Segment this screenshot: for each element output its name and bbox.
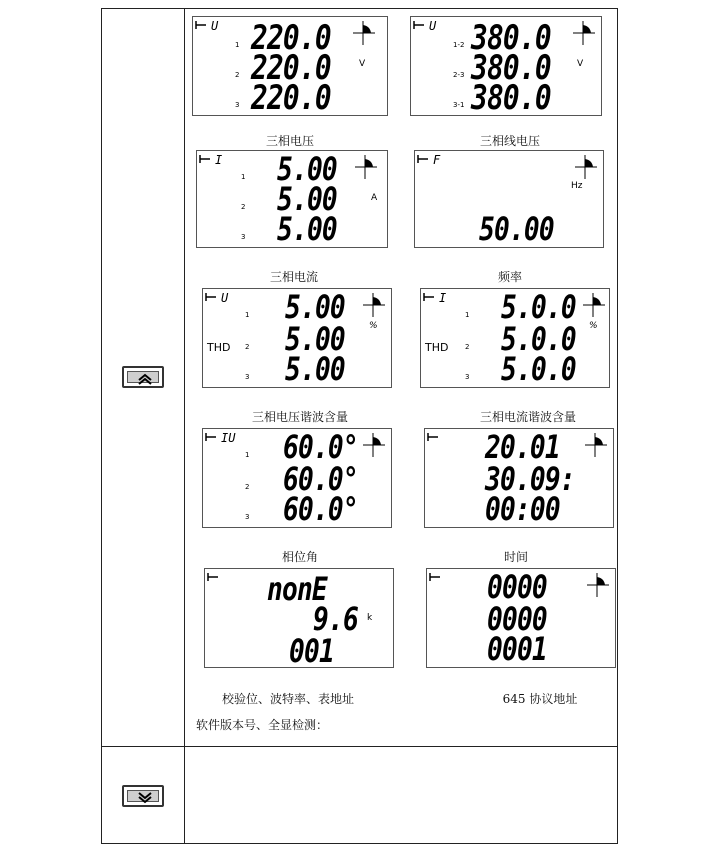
caption-time: 时间 xyxy=(503,550,528,564)
row-label: 3 xyxy=(245,373,250,381)
lcd-phase-angle xyxy=(202,428,392,528)
indicator: F xyxy=(433,153,441,167)
lcd-phase-current xyxy=(196,150,388,248)
footer-note: 软件版本号、全显检测： xyxy=(196,718,329,732)
quadrant-icon xyxy=(421,289,611,389)
caption-current-thd: 三相电流谐波含量 xyxy=(479,410,576,424)
baud-value: 9.6 xyxy=(313,600,358,638)
lcd-phase-voltage xyxy=(192,16,388,116)
row-label: 2 xyxy=(245,343,250,351)
lcd-voltage-thd xyxy=(202,288,392,388)
row-label: 3 xyxy=(241,233,246,241)
row-label: 1 xyxy=(245,311,250,319)
row-label: 3 xyxy=(245,513,250,521)
double-chevron-up-icon xyxy=(124,368,166,390)
caption-calibration: 校验位、波特率、表地址 xyxy=(221,692,354,706)
value-row-3: 5.00 xyxy=(277,210,337,248)
double-chevron-down-icon xyxy=(124,787,166,809)
quadrant-icon xyxy=(193,17,389,117)
thd-label: THD xyxy=(425,341,449,354)
address-row-1: 0000 xyxy=(487,568,547,606)
time-row-3: 00:00 xyxy=(485,490,560,528)
value-row-1: 5.00 xyxy=(285,288,345,326)
row-label: 1-2 xyxy=(453,41,465,49)
lcd-time xyxy=(424,428,614,528)
row-label: 1 xyxy=(241,173,246,181)
row-divider xyxy=(101,746,618,747)
unit: A xyxy=(371,193,378,203)
caption-phase-angle: 相位角 xyxy=(281,550,318,564)
up-key[interactable] xyxy=(122,366,164,388)
unit: k xyxy=(367,613,373,623)
value-row-3: 60.0° xyxy=(283,490,358,528)
lcd-current-thd xyxy=(420,288,610,388)
row-label: 1 xyxy=(235,41,240,49)
value-row-2: 220.0 xyxy=(251,48,331,88)
value-row-1: 60.0° xyxy=(283,428,358,466)
unit: % xyxy=(589,321,598,331)
quadrant-icon xyxy=(427,569,617,669)
value-row-2: 60.0° xyxy=(283,460,358,498)
caption-phase-voltage: 三相电压 xyxy=(265,134,314,148)
caption-frequency: 频率 xyxy=(497,270,522,284)
unit: Hz xyxy=(571,181,583,191)
unit: V xyxy=(577,59,584,69)
quadrant-icon xyxy=(197,151,389,249)
column-divider xyxy=(184,8,185,844)
caption-protocol-address: 645 协议地址 xyxy=(502,692,578,706)
value-row-1: 380.0 xyxy=(471,18,551,58)
value-row-2: 5.0.0 xyxy=(501,320,576,358)
address-value: 001 xyxy=(289,632,334,670)
row-label: 1 xyxy=(245,451,250,459)
row-label: 1 xyxy=(465,311,470,319)
row-label: 3 xyxy=(465,373,470,381)
lcd-calibration xyxy=(204,568,394,668)
quadrant-icon xyxy=(411,17,603,117)
quadrant-icon xyxy=(415,151,605,249)
unit: % xyxy=(369,321,378,331)
value-row-3: 5.00 xyxy=(285,350,345,388)
address-row-3: 0001 xyxy=(487,630,547,668)
value-row-3: 220.0 xyxy=(251,78,331,118)
value-row-3: 5.0.0 xyxy=(501,350,576,388)
frequency-value: 50.00 xyxy=(479,210,554,248)
row-label: 2 xyxy=(241,203,246,211)
value-row-1: 5.0.0 xyxy=(501,288,576,326)
quadrant-icon xyxy=(203,429,393,529)
indicator: U xyxy=(221,291,229,305)
value-row-2: 380.0 xyxy=(471,48,551,88)
down-key[interactable] xyxy=(122,785,164,807)
caption-phase-current: 三相电流 xyxy=(269,270,318,284)
lcd-frequency xyxy=(414,150,604,248)
unit: V xyxy=(359,59,366,69)
caption-voltage-thd: 三相电压谐波含量 xyxy=(251,410,348,424)
row-label: 3 xyxy=(235,101,240,109)
value-row-2: 5.00 xyxy=(285,320,345,358)
row-label: 2 xyxy=(235,71,240,79)
lcd-line-voltage xyxy=(410,16,602,116)
value-row-1: 220.0 xyxy=(251,18,331,58)
time-row-1: 20.01 xyxy=(485,428,560,466)
quadrant-icon xyxy=(203,289,393,389)
row-label: 2-3 xyxy=(453,71,465,79)
parity-value: nonE xyxy=(267,570,327,608)
indicator: U xyxy=(211,19,219,33)
lcd-protocol-address xyxy=(426,568,616,668)
value-row-1: 5.00 xyxy=(277,150,337,188)
time-row-2: 30.09: xyxy=(485,460,575,498)
indicator: U xyxy=(429,19,437,33)
caption-line-voltage: 三相线电压 xyxy=(479,134,540,148)
row-label: 2 xyxy=(245,483,250,491)
indicator: I xyxy=(215,153,223,167)
quadrant-icon xyxy=(425,429,615,529)
row-label: 3-1 xyxy=(453,101,465,109)
indicator: IU xyxy=(221,431,236,445)
row-label: 2 xyxy=(465,343,470,351)
thd-label: THD xyxy=(207,341,231,354)
indicator: I xyxy=(439,291,447,305)
value-row-2: 5.00 xyxy=(277,180,337,218)
value-row-3: 380.0 xyxy=(471,78,551,118)
address-row-2: 0000 xyxy=(487,600,547,638)
